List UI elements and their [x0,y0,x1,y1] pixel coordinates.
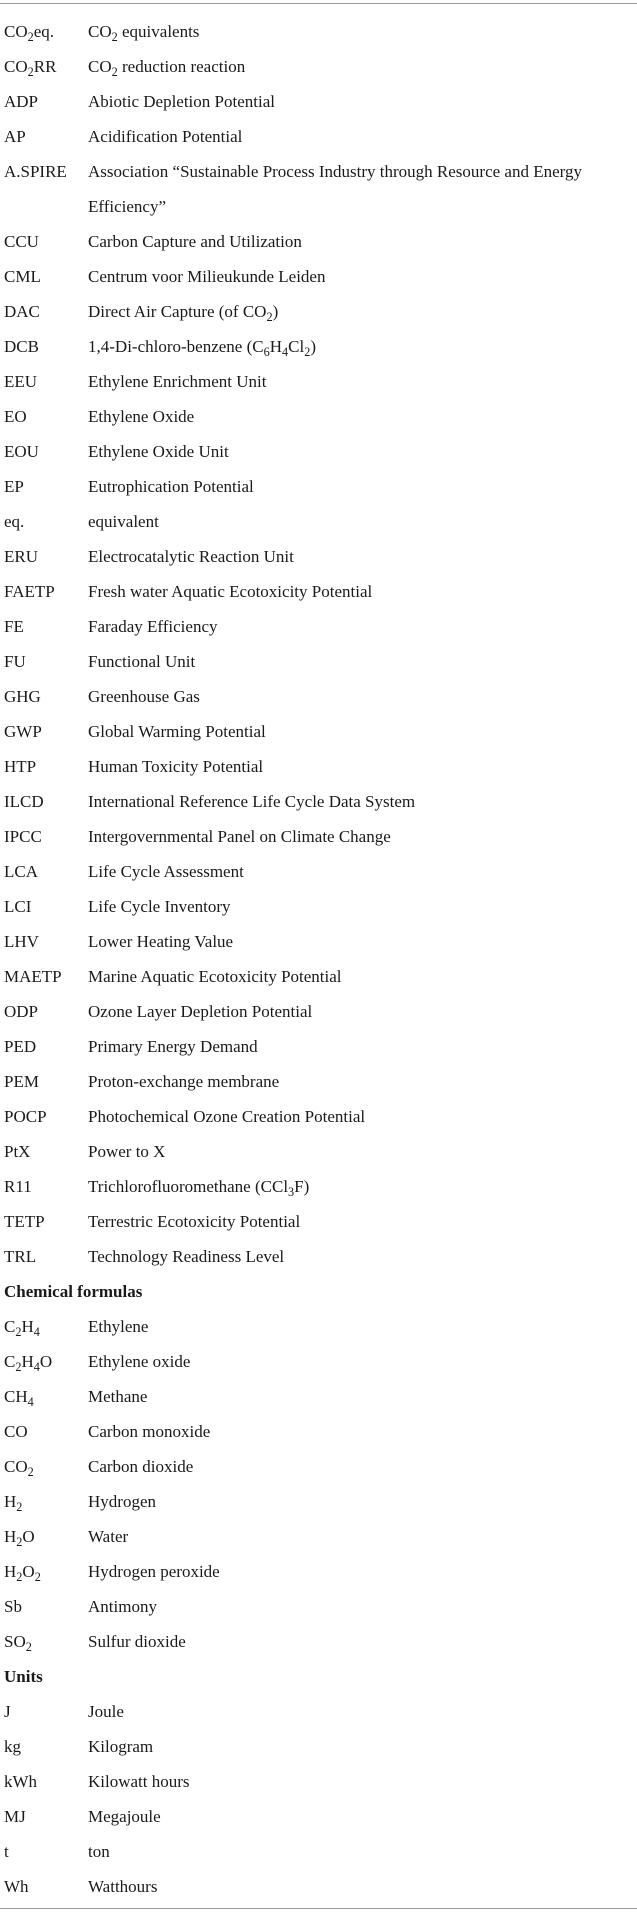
definition-cell: Eutrophication Potential [88,477,254,496]
abbreviation-cell: PtX [4,1142,31,1161]
definition-cell: Water [88,1527,129,1546]
definition-cell: Watthours [88,1877,158,1896]
abbreviation-cell: MAETP [4,967,62,986]
table-row [0,1624,637,1659]
definition-cell: Ethylene oxide [88,1352,191,1371]
abbreviation-cell: AP [4,127,26,146]
definition-cell: equivalent [88,512,159,531]
table-row [0,1694,637,1729]
table-row [0,434,637,469]
definition-cell: Electrocatalytic Reaction Unit [88,547,294,566]
table-row [0,49,637,84]
subscript: 4 [33,1359,40,1374]
abbreviation-cell: EP [4,477,24,496]
table-row [0,1099,637,1134]
abbreviation-cell: LCA [4,862,38,881]
table-row [0,959,637,994]
abbreviation-cell: GWP [4,722,42,741]
table-row [0,84,637,119]
definition-cell: Ethylene Oxide [88,407,195,426]
table-row [0,259,637,294]
table-row [0,819,637,854]
definition-cell: Association “Sustainable Process Industry through Resource and Energy Efficiency” [88,162,583,216]
table-row [0,924,637,959]
abbreviation-cell: Wh [4,1877,29,1896]
definition-cell: $CO_2$ reduction reaction [88,57,246,79]
table-bottom-rule [0,1908,637,1909]
subscript: 2 [266,309,273,324]
definition-cell: Ethylene Oxide Unit [88,442,229,461]
subscript: 2 [111,64,118,79]
abbreviation-cell: PEM [4,1072,39,1091]
subscript: 2 [27,1464,34,1479]
definition-cell: Ethylene Enrichment Unit [88,372,267,391]
abbreviation-cell: FE [4,617,24,636]
table-row [0,1414,637,1449]
table-row [0,609,637,644]
definition-cell: Terrestric Ecotoxicity Potential [88,1212,301,1231]
table-row [0,14,637,49]
abbreviation-cell: $H_2$ [4,1492,23,1514]
definition-cell: Human Toxicity Potential [88,757,264,776]
abbreviation-cell: FU [4,652,26,671]
subscript: 4 [282,344,289,359]
table-row [0,644,637,679]
definition-cell: Marine Aquatic Ecotoxicity Potential [88,967,342,986]
abbreviation-cell: J [4,1702,11,1721]
table-row [0,1029,637,1064]
table-row [0,1834,637,1869]
definition-cell: ton [88,1842,110,1861]
table-row [0,1729,637,1764]
abbreviation-cell: CML [4,267,41,286]
abbreviation-cell: ILCD [4,792,44,811]
table-row [0,1134,637,1169]
table-row [0,1344,637,1379]
abbreviation-cell: kg [4,1737,21,1756]
table-row [0,1449,637,1484]
table-row [0,994,637,1029]
table-row [0,469,637,504]
definition-cell: Photochemical Ozone Creation Potential [88,1107,366,1126]
abbreviation-cell: EOU [4,442,39,461]
definition-cell: Ethylene [88,1317,149,1336]
abbreviation-cell: TETP [4,1212,45,1231]
abbreviation-cell: FAETP [4,582,55,601]
definition-cell: Proton-exchange membrane [88,1072,280,1091]
abbreviation-cell: EO [4,407,27,426]
subscript: 2 [15,1359,22,1374]
abbreviation-cell: DAC [4,302,40,321]
abbreviation-cell: HTP [4,757,37,776]
abbreviations-table [0,14,637,1904]
table-row [0,1519,637,1554]
definition-cell: Power to X [88,1142,166,1161]
section-title: Units [4,1667,43,1686]
table-row [0,329,637,364]
table-row [0,1764,637,1799]
table-row [0,364,637,399]
abbreviation-cell: MJ [4,1807,26,1826]
subscript: 2 [27,64,34,79]
definition-cell: Abiotic Depletion Potential [88,92,275,111]
subscript: 6 [263,344,270,359]
definition-cell: Sulfur dioxide [88,1632,186,1651]
definition-cell: Ozone Layer Depletion Potential [88,1002,313,1021]
definition-cell: Global Warming Potential [88,722,266,741]
definition-cell: Megajoule [88,1807,161,1826]
table-row [0,1799,637,1834]
table-row [0,1239,637,1274]
abbreviation-cell: ODP [4,1002,39,1021]
abbreviation-cell: $C_2H_4$ [4,1317,40,1339]
table-row [0,1064,637,1099]
definition-cell: Trichlorofluoromethane (CCl$_3$F) [88,1177,310,1199]
definition-cell: Joule [88,1702,124,1721]
abbreviation-cell: LHV [4,932,39,951]
abbreviation-cell: $SO_2$ [4,1632,32,1654]
definition-cell: Primary Energy Demand [88,1037,258,1056]
subscript: 2 [27,29,34,44]
table-row [0,399,637,434]
table-row [0,1869,637,1904]
abbreviation-cell: CO [4,1422,28,1441]
table-row [0,854,637,889]
definition-cell: Direct Air Capture (of $CO_2$) [88,302,279,324]
table-row [0,679,637,714]
abbreviation-cell: $C_2H_4O$ [4,1352,53,1374]
subscript: 3 [288,1184,295,1199]
table-row [0,1379,637,1414]
definition-cell: Carbon Capture and Utilization [88,232,302,251]
abbreviation-cell: $CH_4$ [4,1387,34,1409]
table-row [0,1309,637,1344]
abbreviation-cell: eq. [4,512,25,531]
definition-cell: Lower Heating Value [88,932,234,951]
abbreviation-cell: kWh [4,1772,38,1791]
abbreviation-cell: $CO_2$ [4,1457,34,1479]
table-row [0,154,637,224]
abbreviation-cell: EEU [4,372,38,391]
abbreviation-cell: $CO_2eq$. [4,22,55,44]
section-header-row [0,1274,637,1309]
abbreviation-cell: DCB [4,337,39,356]
definition-cell: Life Cycle Inventory [88,897,231,916]
table-row [0,1204,637,1239]
definition-cell: Kilowatt hours [88,1772,190,1791]
definition-cell: Kilogram [88,1737,154,1756]
subscript: 2 [16,1534,23,1549]
definition-cell: Carbon monoxide [88,1422,211,1441]
abbreviation-cell: A.SPIRE [4,162,67,181]
abbreviation-cell: LCI [4,897,32,916]
table-row [0,539,637,574]
table-top-rule [0,3,637,4]
abbreviation-cell: CCU [4,232,39,251]
abbreviation-cell: Sb [4,1597,22,1616]
abbreviation-cell: $CO_2RR$ [4,57,57,79]
definition-cell: Hydrogen peroxide [88,1562,220,1581]
subscript: 2 [25,1639,32,1654]
section-title: Chemical formulas [4,1282,143,1301]
table-row [0,889,637,924]
subscript: 2 [16,1499,23,1514]
definition-cell: Functional Unit [88,652,196,671]
subscript: 2 [16,1569,23,1584]
subscript: 2 [304,344,311,359]
definition-cell: Acidification Potential [88,127,243,146]
abbreviation-cell: IPCC [4,827,42,846]
definition-cell: Carbon dioxide [88,1457,194,1476]
definition-cell: $CO_2$ equivalents [88,22,200,44]
definition-cell: Methane [88,1387,148,1406]
table-row [0,1484,637,1519]
subscript: 4 [33,1324,40,1339]
definition-cell: Fresh water Aquatic Ecotoxicity Potential [88,582,373,601]
definition-cell: Greenhouse Gas [88,687,200,706]
abbreviation-cell: ADP [4,92,39,111]
abbreviation-cell: $H_2O$ [4,1527,35,1549]
abbreviation-cell: GHG [4,687,41,706]
section-header-row [0,1659,637,1694]
subscript: 2 [111,29,118,44]
definition-cell: Centrum voor Milieukunde Leiden [88,267,326,286]
definition-cell: International Reference Life Cycle Data System [88,792,416,811]
definition-cell: Life Cycle Assessment [88,862,244,881]
table-row [0,119,637,154]
table-row [0,749,637,784]
abbreviation-cell: POCP [4,1107,47,1126]
table-row [0,1554,637,1589]
abbreviations-table-body [0,14,637,1904]
abbreviation-cell: t [4,1842,9,1861]
abbreviation-cell: TRL [4,1247,37,1266]
table-row [0,294,637,329]
table-row [0,574,637,609]
table-row [0,784,637,819]
definition-cell: Technology Readiness Level [88,1247,285,1266]
definition-cell: Antimony [88,1597,157,1616]
table-row [0,1169,637,1204]
definition-cell: Hydrogen [88,1492,156,1511]
abbreviation-cell: PED [4,1037,37,1056]
table-row [0,504,637,539]
definition-cell: Faraday Efficiency [88,617,218,636]
definition-cell: 1,4-Di-chloro-benzene $(C_6H_4Cl_2)$ [88,337,316,359]
subscript: 2 [15,1324,22,1339]
definition-cell: Intergovernmental Panel on Climate Change [88,827,391,846]
abbreviation-cell: R11 [4,1177,32,1196]
table-row [0,224,637,259]
table-row [0,714,637,749]
abbreviation-cell: $H_2O_2$ [4,1562,41,1584]
table-row [0,1589,637,1624]
subscript: 2 [34,1569,41,1584]
subscript: 4 [27,1394,34,1409]
abbreviation-cell: ERU [4,547,38,566]
